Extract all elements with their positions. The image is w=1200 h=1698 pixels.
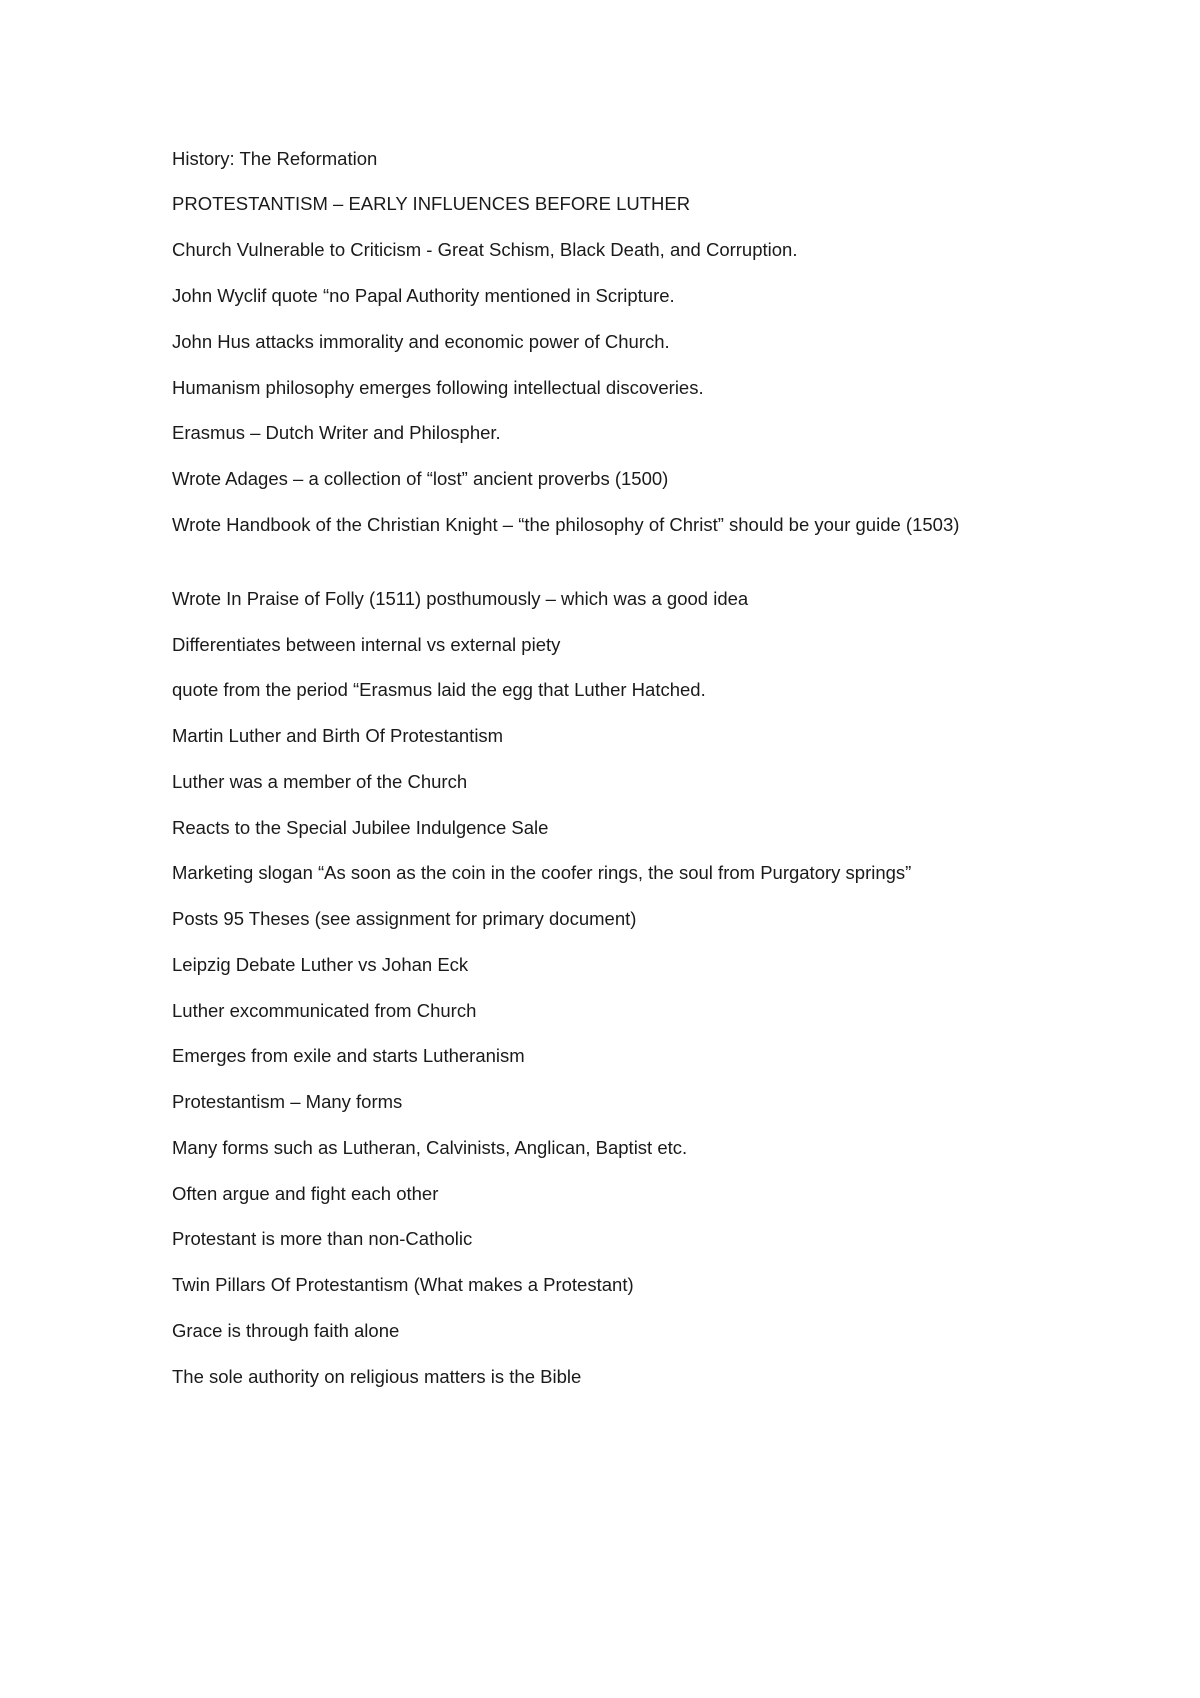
text-line: Humanism philosophy emerges following intellectual discoveries. [172, 377, 704, 398]
text-line: Leipzig Debate Luther vs Johan Eck [172, 954, 469, 975]
text-line: The sole authority on religious matters is the Bible [172, 1366, 582, 1387]
section-heading: Martin Luther and Birth Of Protestantism [172, 725, 504, 746]
text-line: Church Vulnerable to Criticism - Great Schism, Black Death, and Corruption. [172, 239, 798, 260]
text-line: Differentiates between internal vs external piety [172, 634, 561, 655]
text-line: Wrote In Praise of Folly (1511) posthumously – which was a good idea [172, 588, 749, 609]
text-line: Often argue and fight each other [172, 1183, 439, 1204]
text-line: Luther excommunicated from Church [172, 1000, 477, 1021]
text-line: Protestant is more than non-Catholic [172, 1228, 473, 1249]
section-heading: PROTESTANTISM – EARLY INFLUENCES BEFORE LUTHER [172, 193, 691, 214]
text-line: Marketing slogan “As soon as the coin in the coofer rings, the soul from Purgatory springs” [172, 862, 912, 883]
text-line: Erasmus – Dutch Writer and Philospher. [172, 422, 501, 443]
text-line: Luther was a member of the Church [172, 771, 468, 792]
text-line: Posts 95 Theses (see assignment for primary document) [172, 908, 637, 929]
text-line: Reacts to the Special Jubilee Indulgence Sale [172, 817, 549, 838]
text-line: quote from the period “Erasmus laid the egg that Luther Hatched. [172, 679, 706, 700]
section-heading: Twin Pillars Of Protestantism (What makes a Protestant) [172, 1274, 634, 1295]
text-line: Wrote Adages – a collection of “lost” ancient proverbs (1500) [172, 468, 669, 489]
document-title: History: The Reformation [172, 148, 378, 169]
text-line: John Wyclif quote “no Papal Authority mentioned in Scripture. [172, 285, 675, 306]
text-line: John Hus attacks immorality and economic power of Church. [172, 331, 670, 352]
section-heading: Protestantism – Many forms [172, 1091, 403, 1112]
text-line: Emerges from exile and starts Lutheranism [172, 1045, 525, 1066]
text-line: Grace is through faith alone [172, 1320, 400, 1341]
text-line: Wrote Handbook of the Christian Knight – “the philosophy of Christ” should be your guide (1503) [172, 514, 960, 535]
text-line: Many forms such as Lutheran, Calvinists, Anglican, Baptist etc. [172, 1137, 688, 1158]
